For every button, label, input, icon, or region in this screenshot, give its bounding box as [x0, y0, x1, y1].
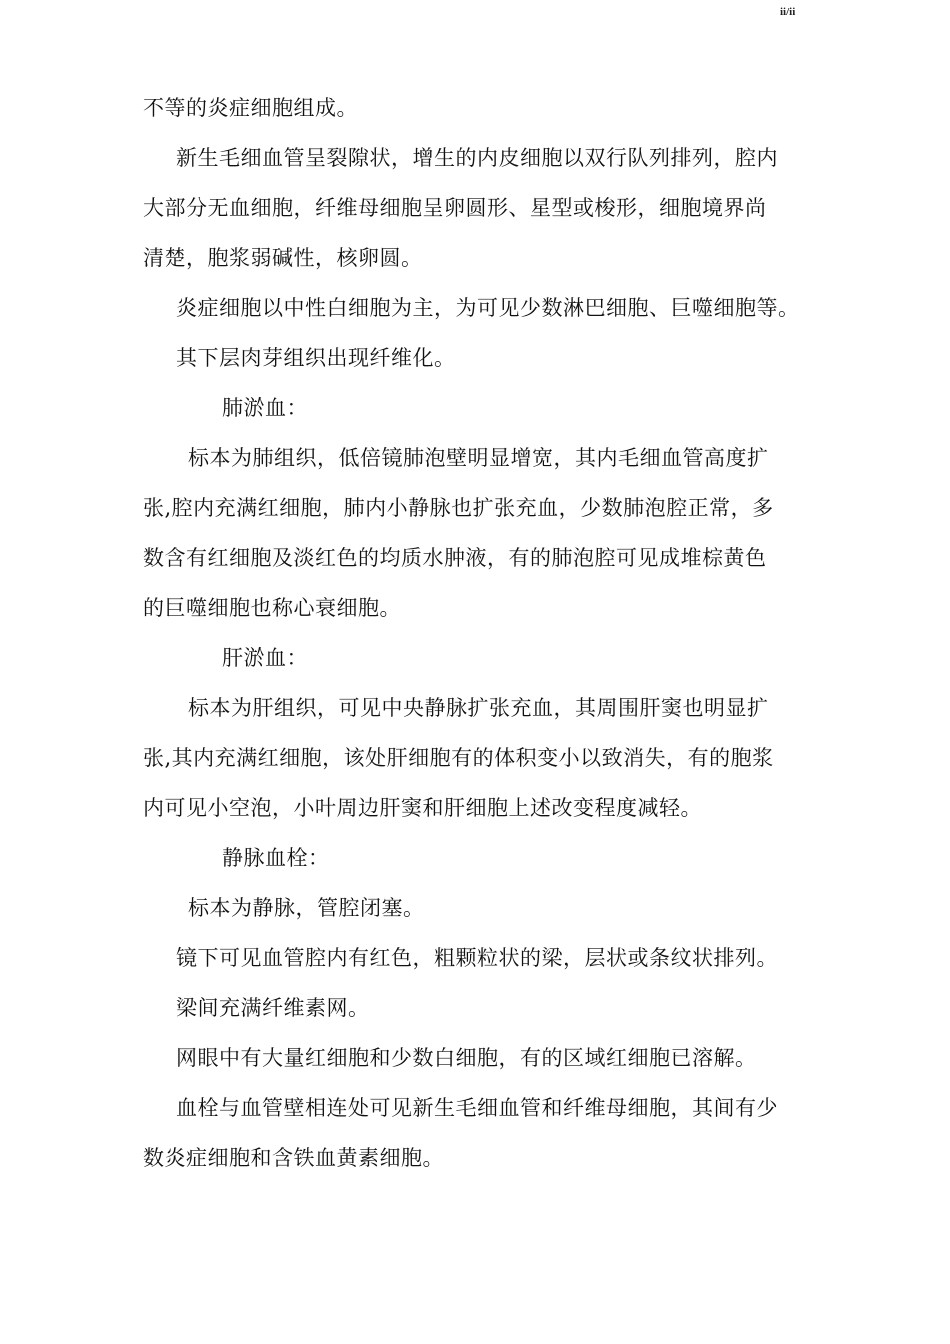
- text-line: 张,其内充满红细胞，该处肝细胞有的体积变小以致消失，有的胞浆: [143, 746, 774, 770]
- text-line: 数含有红细胞及淡红色的均质水肿液，有的肺泡腔可见成堆棕黄色: [143, 546, 767, 570]
- text-line: 标本为静脉，管腔闭塞。: [188, 896, 425, 920]
- text-line: 标本为肺组织，低倍镜肺泡壁明显增宽，其内毛细血管高度扩: [188, 446, 769, 470]
- text-line: 大部分无血细胞，纤维母细胞呈卵圆形、星型或梭形，细胞境界尚: [143, 196, 767, 220]
- text-line: 新生毛细血管呈裂隙状，增生的内皮细胞以双行队列排列，腔内: [176, 146, 778, 170]
- text-line: 的巨噬细胞也称心衰细胞。: [143, 596, 401, 620]
- text-line: 标本为肝组织，可见中央静脉扩张充血，其周围肝窦也明显扩: [188, 696, 769, 720]
- section-heading: 肝淤血：: [222, 646, 308, 670]
- text-line: 炎症细胞以中性白细胞为主，为可见少数淋巴细胞、巨噬细胞等。: [176, 296, 800, 320]
- text-line: 张,腔内充满红细胞，肺内小静脉也扩张充血，少数肺泡腔正常，多: [143, 496, 774, 520]
- text-line: 网眼中有大量红细胞和少数白细胞，有的区域红细胞已溶解。: [176, 1046, 757, 1070]
- text-line: 清楚，胞浆弱碱性，核卵圆。: [143, 246, 423, 270]
- text-line: 镜下可见血管腔内有红色，粗颗粒状的梁，层状或条纹状排列。: [176, 946, 778, 970]
- text-line: 数炎症细胞和含铁血黄素细胞。: [143, 1146, 444, 1170]
- section-heading: 静脉血栓：: [222, 846, 330, 870]
- text-line: 血栓与血管壁相连处可见新生毛细血管和纤维母细胞，其间有少: [176, 1096, 778, 1120]
- page-number: ii/ii: [780, 6, 796, 18]
- text-line: 梁间充满纤维素网。: [176, 996, 370, 1020]
- text-line: 其下层肉芽组织出现纤维化。: [176, 346, 456, 370]
- text-line: 内可见小空泡，小叶周边肝窦和肝细胞上述改变程度减轻。: [143, 796, 702, 820]
- text-line: 不等的炎症细胞组成。: [143, 96, 358, 120]
- section-heading: 肺淤血：: [222, 396, 308, 420]
